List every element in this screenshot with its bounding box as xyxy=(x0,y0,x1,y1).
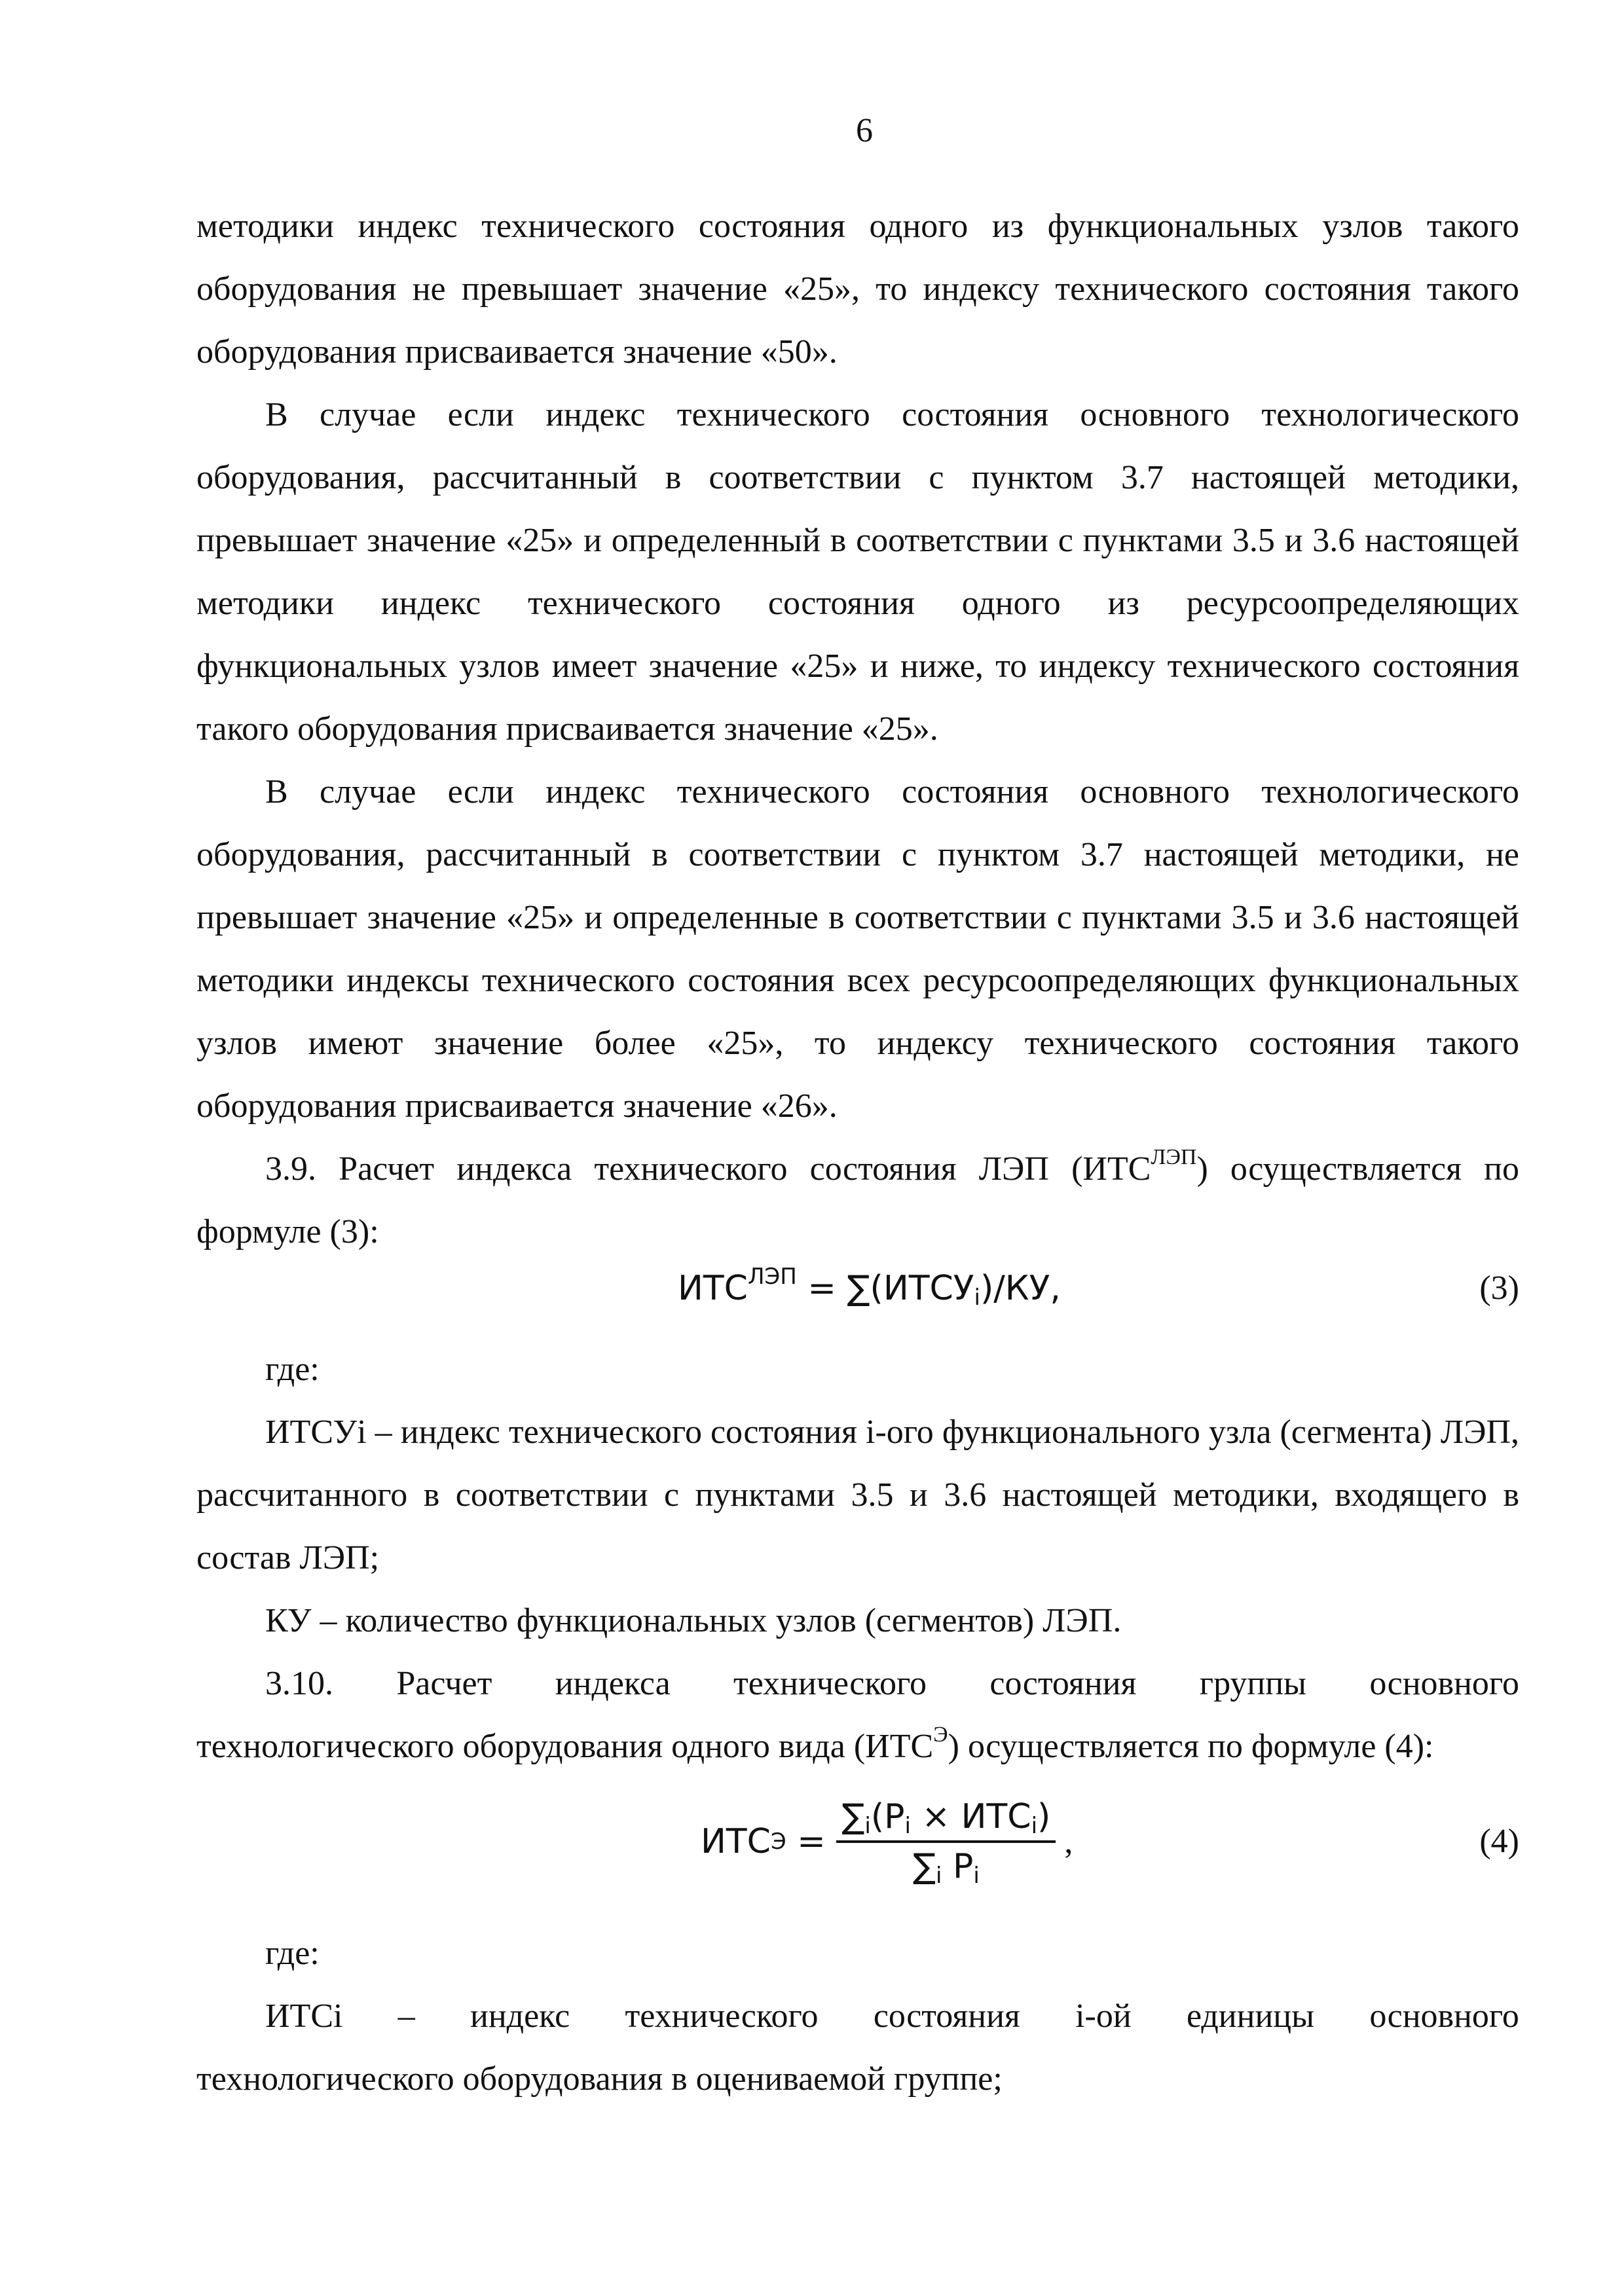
formula-3-rhs-sub: i xyxy=(974,1285,980,1311)
formula-4-fraction xyxy=(836,1797,1056,1889)
where-label-1: где: xyxy=(265,1351,320,1388)
paragraph-3-9-before: 3.9. Расчет индекса технического состояния ЛЭП (ИТС xyxy=(265,1150,1151,1188)
paragraph-3-10-before: технологического оборудования одного вида (ИТС xyxy=(196,1728,934,1765)
formula-3-equals: = xyxy=(796,1269,847,1308)
paragraph-3-10-sup: Э xyxy=(933,1722,948,1747)
sum-index: i xyxy=(935,1863,942,1889)
word: группы xyxy=(1199,1665,1306,1702)
where-label-2: где: xyxy=(265,1935,320,1972)
formula-4-equals: = xyxy=(786,1822,837,1861)
numerator-close: ) xyxy=(1037,1797,1051,1836)
word: 3.10. xyxy=(265,1665,333,1702)
word: состояния xyxy=(989,1665,1137,1702)
word: Расчет xyxy=(396,1665,492,1702)
paragraph-3-9-after: ) осуществляется по формуле (3): xyxy=(196,1150,1519,1250)
paragraph-3-10-line1 xyxy=(196,1652,1519,1715)
page-number: 6 xyxy=(856,112,873,149)
body-text-block-1 xyxy=(196,195,1519,1264)
numerator-p: (P xyxy=(870,1797,905,1836)
definition-itsui: ИТСУi – индекс технического состояния i-ого функционального узла (сегмента) ЛЭП, рассчитанного в соответствии с пунктами 3.5 и 3.6 настоящей методики, входящего в состав ЛЭП; xyxy=(196,1413,1519,1576)
paragraph-3-9-sup: ЛЭП xyxy=(1151,1145,1197,1169)
formula-3-rhs: ∑(ИТСУ xyxy=(847,1269,974,1308)
word: ИТСi xyxy=(265,1997,343,2035)
formula-3 xyxy=(196,1262,1519,1315)
formula-4-lhs: ИТС xyxy=(701,1822,771,1861)
sum-symbol: ∑ xyxy=(841,1797,865,1836)
formula-4-denominator xyxy=(836,1843,1056,1889)
formula-3-rhs-end: )/КУ, xyxy=(980,1269,1061,1308)
denominator-p: P xyxy=(942,1847,974,1886)
body-text-block-3 xyxy=(196,1922,1519,2111)
word: основного xyxy=(1369,1997,1519,2035)
word: основного xyxy=(1369,1665,1519,1702)
word: индекс xyxy=(470,1997,570,2035)
paragraph-case-26: В случае если индекс технического состояния основного технологического оборудования, рассчитанный в соответствии с пунктом 3.7 настоящей методики, не превышает значение «25» и определенные в соответствии с пунктами 3.5 и 3.6 настоящей методики индексы технического состояния всех ресурсоопределяющих функциональных узлов имеют значение более «25», то индексу технического состояния такого оборудования присваивается значение «26». xyxy=(196,773,1519,1125)
formula-3-expression xyxy=(678,1262,1061,1315)
formula-4 xyxy=(196,1779,1519,1904)
word: i-ой xyxy=(1075,1997,1132,2035)
formula-4-comma: , xyxy=(1056,1823,1073,1861)
paragraph-continuation: методики индекс технического состояния одного из функциональных узлов такого оборудования не превышает значение «25», то индексу технического состояния такого оборудования присваивается значение «50». xyxy=(196,208,1519,371)
numerator-itc-index: i xyxy=(1031,1813,1038,1839)
formula-3-lhs-sup: ЛЭП xyxy=(747,1264,797,1290)
numerator-itc: × ИТС xyxy=(910,1797,1031,1836)
paragraph-3-9 xyxy=(196,1138,1519,1264)
formula-4-numerator xyxy=(836,1797,1056,1843)
formula-4-number: (4) xyxy=(1479,1823,1519,1860)
paragraph-case-25: В случае если индекс технического состояния основного технологического оборудования, рассчитанный в соответствии с пунктом 3.7 настоящей методики, превышает значение «25» и определенный в соответствии с пунктами 3.5 и 3.6 настоящей методики индекс технического состояния одного из ресурсоопределяющих функциональных узлов имеет значение «25» и ниже, то индексу технического состояния такого оборудования присваивается значение «25». xyxy=(196,396,1519,748)
numerator-p-index: i xyxy=(904,1813,911,1839)
denominator-p-index: i xyxy=(973,1863,980,1889)
body-text-block-2 xyxy=(196,1338,1519,1778)
word: состояния xyxy=(873,1997,1020,2035)
formula-3-lhs: ИТС xyxy=(678,1269,748,1308)
definition-ku: КУ – количество функциональных узлов (сегментов) ЛЭП. xyxy=(265,1602,1122,1639)
word: технического xyxy=(733,1665,927,1702)
formula-4-expression: ИТС Э = $\frac{\sum_i(P_i \times ИТС_i)}{\sum_i P_i}$ , xyxy=(701,1797,1073,1889)
definition-itsi-line2: технологического оборудования в оцениваемой группе; xyxy=(196,2060,1003,2098)
word: технического xyxy=(625,1997,819,2035)
sum-index: i xyxy=(864,1813,871,1839)
definition-itsi-line1 xyxy=(196,1985,1519,2048)
word: единицы xyxy=(1186,1997,1315,2035)
formula-3-number: (3) xyxy=(1479,1269,1519,1307)
paragraph-3-10-after: ) осуществляется по формуле (4): xyxy=(948,1728,1434,1765)
word: – xyxy=(397,1997,415,2035)
paragraph-3-10-line2 xyxy=(196,1715,1519,1778)
sum-symbol: ∑ xyxy=(912,1847,936,1886)
word: индекса xyxy=(555,1665,671,1702)
